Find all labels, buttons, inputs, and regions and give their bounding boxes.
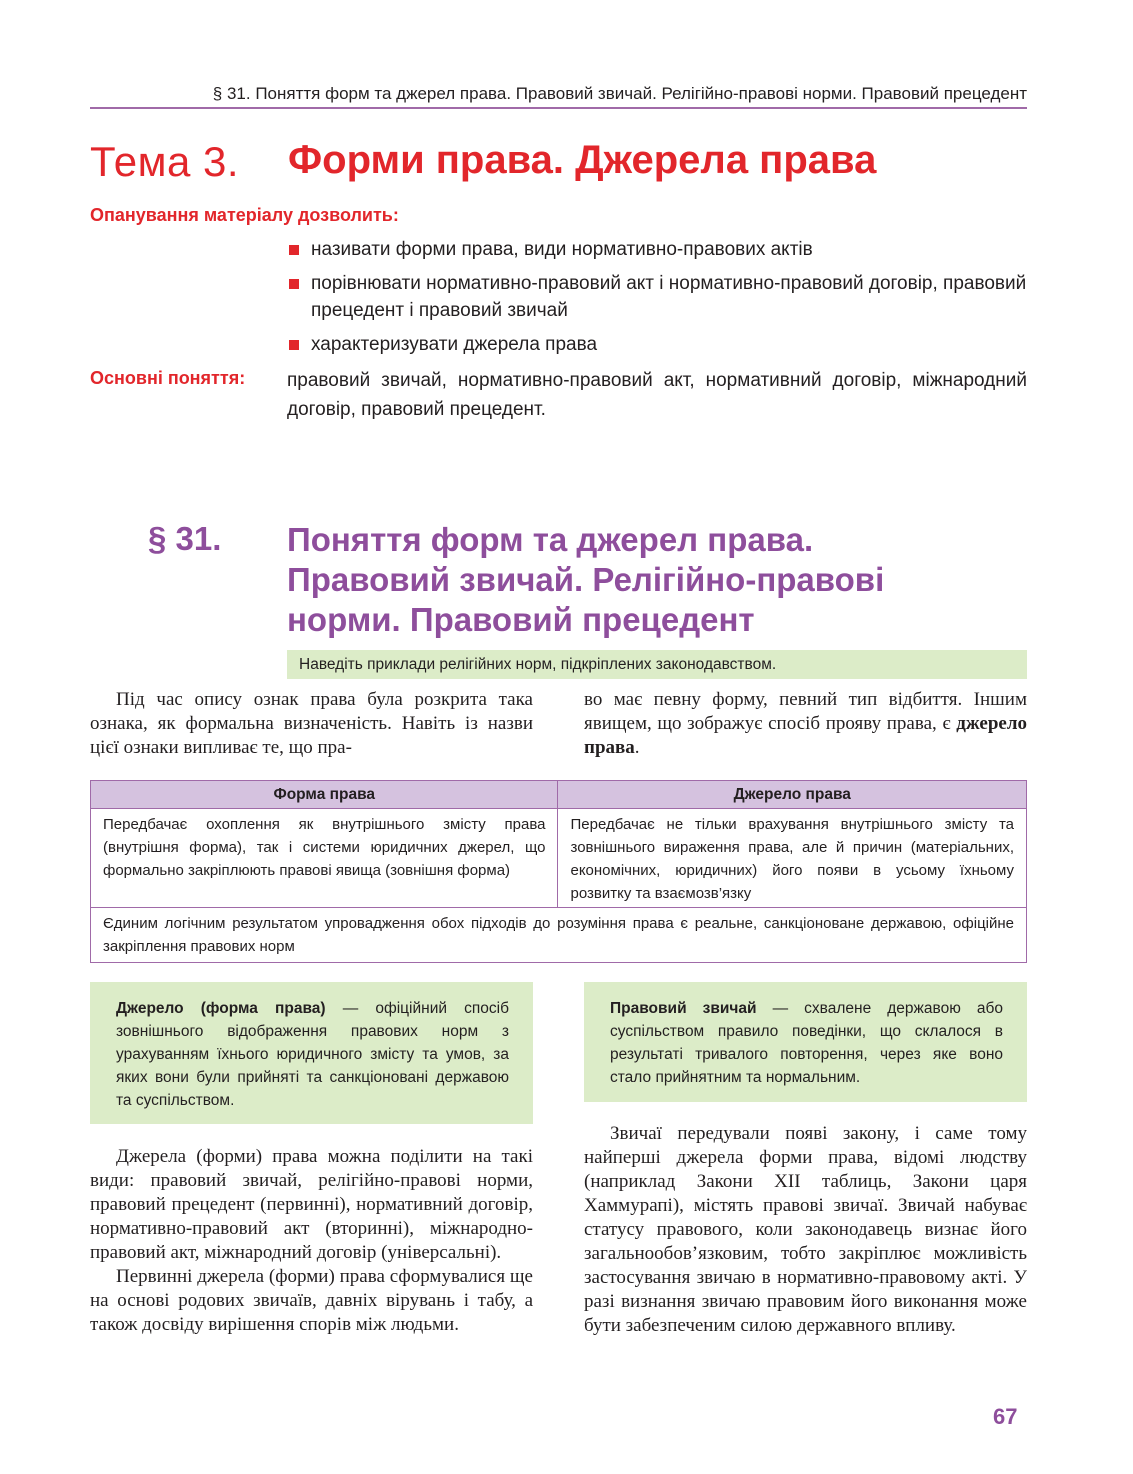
square-bullet-icon (289, 340, 299, 350)
header-divider (90, 107, 1027, 109)
definition-text: — офіційний спосіб зовнішнього відображення правових норм з урахуванням їхнього юридичного змісту та умов, за яких вони були прийняті та санкціоновані державою та суспільством. (116, 1000, 509, 1109)
topic-label: Тема 3. (90, 138, 240, 185)
table-summary-row (91, 908, 1027, 963)
definition-term: Джерело (форма права) (116, 1000, 326, 1017)
table-header-row (91, 781, 1027, 809)
table-header-form: Форма права (91, 781, 558, 809)
body-paragraph: Первинні джерела (форми) права сформувалися ще на основі родових звичаїв, давніх вірувань і табу, а також досвіду вирішення спорів між людьми. (90, 1266, 533, 1335)
definition-custom-box (584, 982, 1027, 1102)
table-cell-form: Передбачає охоплення як внутрішнього змісту права (внутрішня форма), так і системи юридичних джерел, що формально закріплюють правові явища (зовнішня форма) (91, 809, 558, 908)
section-number: § 31. (148, 520, 222, 557)
learning-label: Опанування матеріалу дозволить: (90, 205, 399, 225)
learning-goals (287, 236, 1027, 365)
task-box: Наведіть приклади релігійних норм, підкріплених законодавством. (287, 650, 1027, 679)
body-left-column (90, 1145, 533, 1337)
goal-item (287, 236, 1027, 263)
definition-text: — схвалене державою або суспільством правило поведінки, що склалося в результаті тривалого повторення, через яке воно стало прийнятним та нормальним. (610, 1000, 1004, 1086)
body-paragraph: Джерела (форми) права можна поділити на такі види: правовий звичай, релігійно-правові норми, правовий прецедент (первинні), нормативний договір, нормативно-правовий акт (вторинні), міжнародно-правовий акт, міжнародний договір (універсальні). (90, 1146, 533, 1263)
goal-text: порівнювати нормативно-правовий акт і нормативно-правовий договір, правовий прецедент і правовий звичай (311, 273, 1027, 321)
table-row (91, 809, 1027, 908)
intro-right-end: . (634, 737, 640, 758)
concepts-text: правовий звичай, нормативно-правовий акт, нормативний договір, міжнародний договір, правовий прецедент. (287, 370, 1027, 420)
goal-text: характеризувати джерела права (311, 334, 598, 355)
page-number: 67 (993, 1404, 1018, 1429)
goal-text: називати форми права, види нормативно-правових актів (311, 239, 813, 260)
concepts-label: Основні поняття: (90, 368, 246, 388)
section-title-line: Поняття форм та джерел права. (287, 521, 814, 558)
section-title-line: норми. Правовий прецедент (287, 601, 755, 638)
table-header-source: Джерело права (558, 781, 1027, 809)
square-bullet-icon (289, 245, 299, 255)
section-title (287, 520, 1027, 640)
intro-right-bold-term: джерело права (584, 713, 1027, 758)
intro-right-paragraph (584, 688, 1027, 760)
comparison-table (90, 780, 1027, 963)
goal-item (287, 270, 1027, 324)
section-title-line: Правовий звичай. Релігійно-правові (287, 561, 885, 598)
body-right-column (584, 1122, 1027, 1338)
running-head: § 31. Поняття форм та джерел права. Правовий звичай. Релігійно-правові норми. Правовий прецедент (212, 84, 1027, 103)
topic-title: Форми права. Джерела права (288, 138, 877, 182)
intro-right-column (584, 688, 1027, 760)
intro-right-text: во має певну форму, певний тип відбиття. Іншим явищем, що зображує спосіб прояву права, є (584, 689, 1027, 734)
goal-item (287, 331, 1027, 358)
square-bullet-icon (289, 279, 299, 289)
intro-left-text: Під час опису ознак права була розкрита така ознака, як формальна визначеність. Навіть із назви цієї ознаки випливає те, що пра- (90, 689, 533, 758)
body-paragraph: Звичаї передували появі закону, і саме тому найперші джерела форми права, відомі людству (наприклад Закони XII таблиць, Закони царя Хаммурапі), містять правові звичаї. Звичай набуває статусу правового, коли законодавець визнає його загальнообов’язковим, тобто закріплює можливість застосування звичаю в нормативно-правовому акті. У разі визнання звичаю правовим його виконання може бути забезпеченим силою державного впливу. (584, 1123, 1027, 1336)
table-cell-source: Передбачає не тільки врахування внутрішнього змісту та зовнішнього вираження права, але й причин (матеріальних, економічних, юридичних) його появи в усьому їхньому розвитку та взаємозв’язку (558, 809, 1027, 908)
table-summary-cell: Єдиним логічним результатом упровадження обох підходів до розуміння права є реальне, санкціоноване державою, офіційне закріплення правових норм (91, 908, 1027, 963)
definition-source-box (90, 982, 533, 1124)
definition-term: Правовий звичай (610, 1000, 757, 1017)
topic-heading (90, 138, 1027, 194)
intro-left-column (90, 688, 533, 760)
